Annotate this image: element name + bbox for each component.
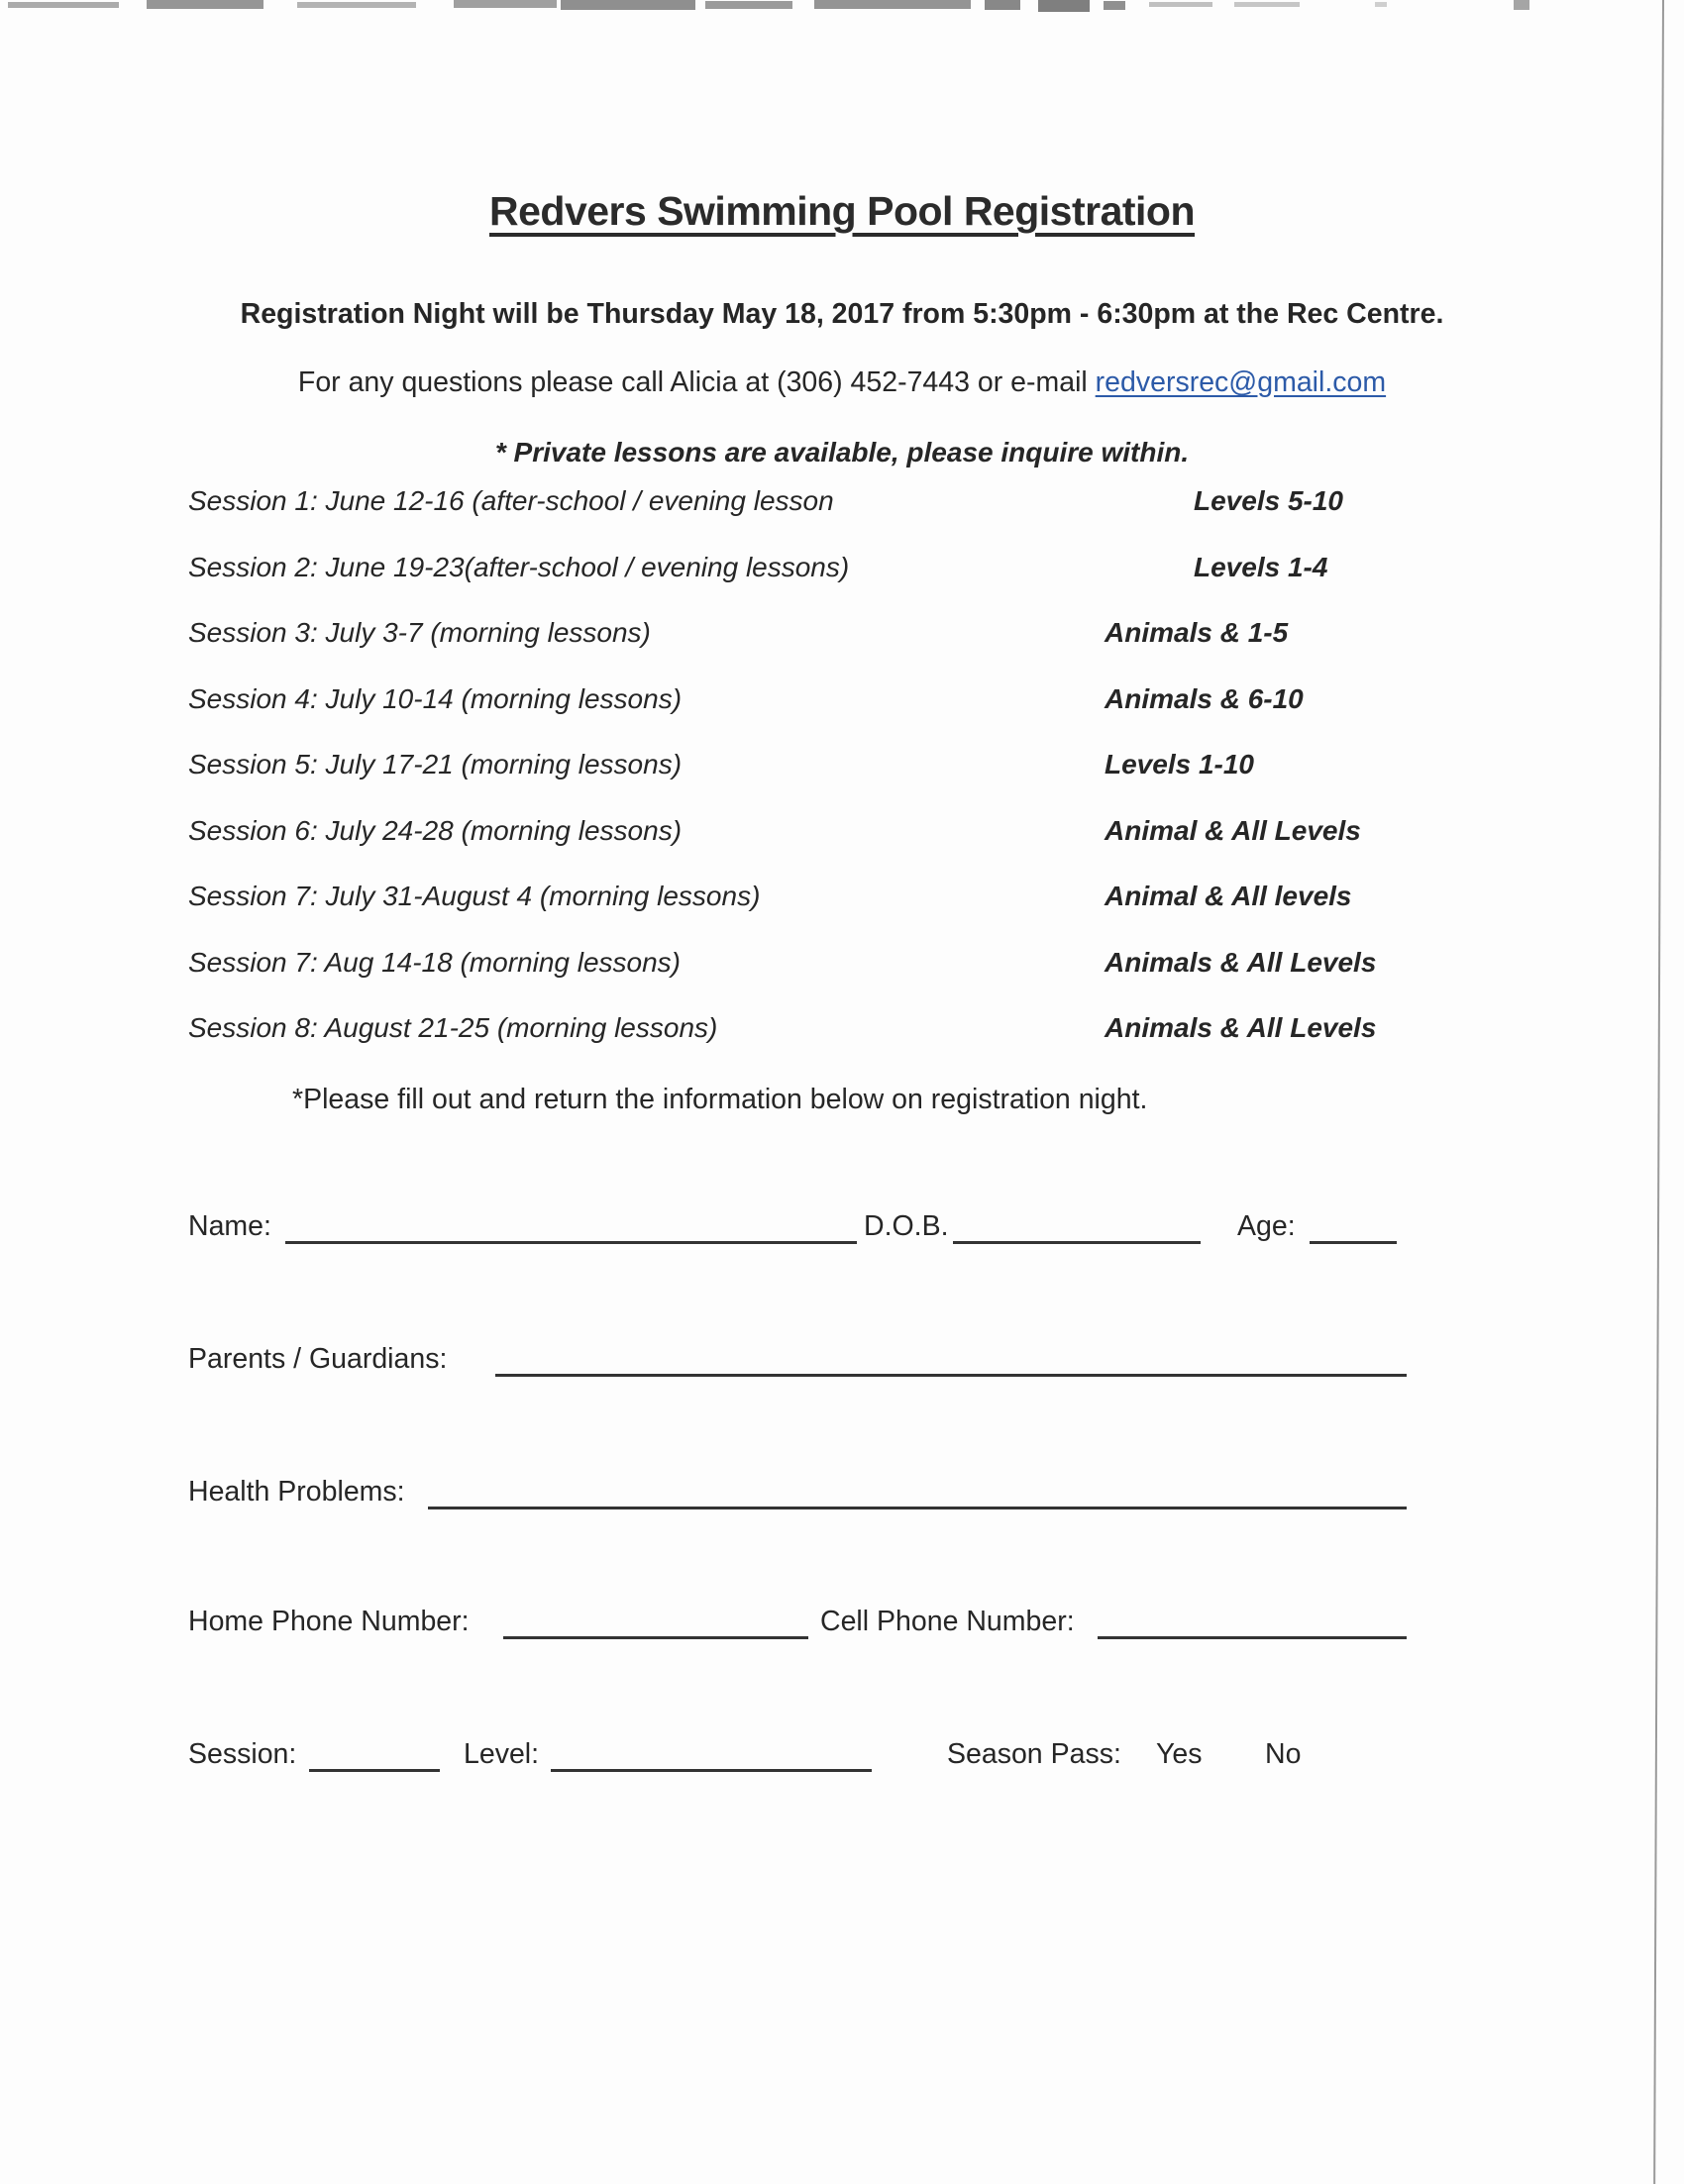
session-levels: Animals & 1-5 — [1105, 617, 1289, 648]
level-label: Level: — [464, 1738, 540, 1770]
session-levels: Animal & All levels — [1105, 881, 1352, 911]
session-row — [188, 552, 1575, 618]
session-row — [188, 881, 1575, 947]
page-title: Redvers Swimming Pool Registration — [488, 188, 1196, 234]
registration-night-text: Registration Night will be Thursday May 18, 2017 from 5:30pm - 6:30pm at the Rec Centre. — [240, 298, 1444, 330]
dob-field-line — [953, 1210, 1201, 1244]
dob-label: D.O.B. — [864, 1210, 949, 1242]
session-levels: Animal & All Levels — [1105, 814, 1361, 846]
session-label: Session 7: July 31-August 4 (morning lessons) — [188, 881, 761, 911]
session-row — [188, 947, 1575, 1013]
session-label: Session 1: June 12-16 (after-school / evening lesson — [188, 485, 834, 516]
session-levels: Animals & All Levels — [1105, 946, 1377, 978]
season-pass-no-option: No — [1265, 1738, 1302, 1770]
session-label: Session 7: Aug 14-18 (morning lessons) — [188, 946, 681, 978]
session-levels: Levels 1-4 — [1194, 551, 1328, 582]
session-label: Session 6: July 24-28 (morning lessons) — [188, 814, 683, 846]
session-row — [188, 617, 1575, 683]
session-row — [188, 683, 1575, 750]
name-label: Name: — [188, 1210, 271, 1242]
session-list — [188, 485, 1575, 1079]
home-phone-label: Home Phone Number: — [188, 1606, 470, 1637]
session-row — [188, 815, 1575, 882]
home-phone-field-line — [503, 1606, 808, 1639]
contact-line — [0, 366, 1684, 399]
session-row — [188, 1012, 1575, 1079]
season-pass-label: Season Pass: — [947, 1738, 1121, 1770]
session-row — [188, 749, 1575, 815]
private-lessons-note: * Private lessons are available, please inquire within. — [494, 437, 1190, 468]
cell-phone-label: Cell Phone Number: — [820, 1606, 1075, 1637]
session-label: Session 4: July 10-14 (morning lessons) — [188, 682, 683, 714]
contact-text: For any questions please call Alicia at (306) 452-7443 or e-mail — [297, 366, 1096, 398]
age-field-line — [1310, 1210, 1397, 1244]
session-label: Session: — [188, 1738, 297, 1770]
session-levels: Animals & 6-10 — [1105, 682, 1304, 714]
health-problems-label: Health Problems: — [188, 1476, 405, 1508]
session-label: Session 3: July 3-7 (morning lessons) — [188, 617, 651, 648]
parents-field-line — [495, 1343, 1407, 1377]
email-link[interactable]: redversrec@gmail.com — [1095, 366, 1387, 398]
level-field-line — [551, 1738, 872, 1772]
session-field-line — [309, 1738, 440, 1772]
fill-out-note: *Please fill out and return the information below on registration night. — [292, 1084, 1148, 1115]
cell-phone-field-line — [1098, 1606, 1407, 1639]
health-field-line — [428, 1476, 1407, 1509]
age-label: Age: — [1237, 1210, 1296, 1242]
session-label: Session 5: July 17-21 (morning lessons) — [188, 749, 683, 780]
session-label: Session 2: June 19-23(after-school / evening lessons) — [188, 551, 850, 582]
session-levels: Animals & All Levels — [1105, 1012, 1377, 1043]
session-levels: Levels 1-10 — [1105, 749, 1254, 780]
parents-guardians-label: Parents / Guardians: — [188, 1343, 448, 1375]
session-label: Session 8: August 21-25 (morning lessons) — [188, 1012, 718, 1043]
session-row — [188, 485, 1575, 552]
name-field-line — [285, 1210, 857, 1244]
session-levels: Levels 5-10 — [1194, 485, 1343, 516]
season-pass-yes-option: Yes — [1156, 1738, 1203, 1770]
